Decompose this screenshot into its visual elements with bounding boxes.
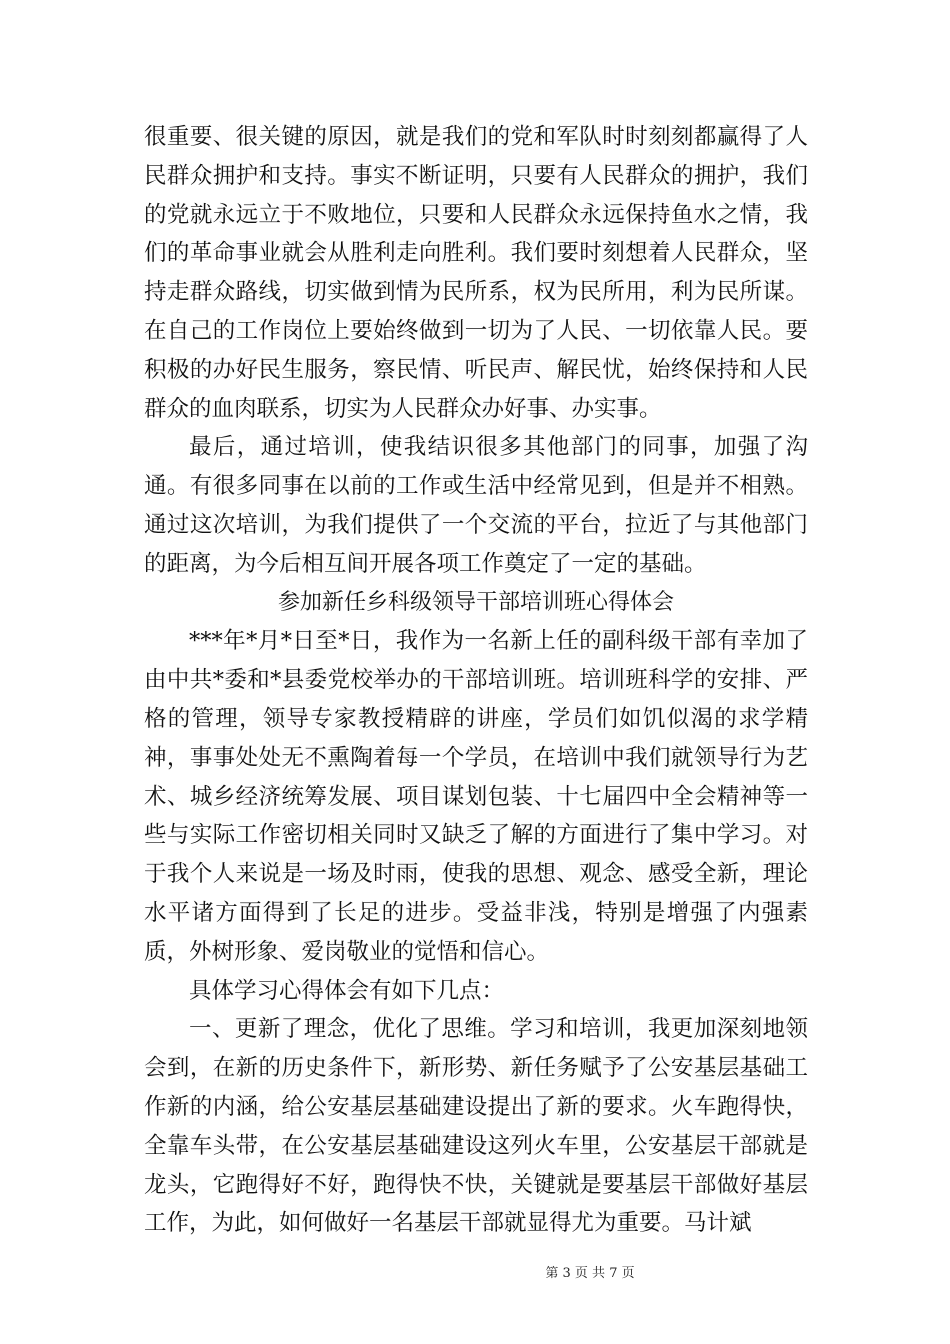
body-paragraph: 具体学习心得体会有如下几点： [189, 977, 505, 1004]
body-paragraph: 最后，通过培训，使我结识很多其他部门的同事，加强了沟通。有很多同事在以前的工作或生活中经常见到，但是并不相熟。通过这次培训，为我们提供了一个交流的平台，拉近了与其他部门的距离，为今后相互间开展各项工作奠定了一定的基础。 [144, 434, 808, 577]
page-footer [0, 1262, 950, 1281]
page-number: 第 3 页 共 7 页 [545, 1266, 635, 1281]
section-heading: 参加新任乡科级领导干部培训班心得体会 [277, 589, 674, 615]
body-paragraph: ***年*月*日至*日，我作为一名新上任的副科级干部有幸加了由中共*委和*县委党校举办的干部培训班。培训班科学的安排、严格的管理，领导专家教授精辟的讲座，学员们如饥似渴的求学精神，事事处处无不熏陶着每一个学员，在培训中我们就领导行为艺术、城乡经济统筹发展、项目谋划包装、十七届四中全会精神等一些与实际工作密切相关同时又缺乏了解的方面进行了集中学习。对于我个人来说是一场及时雨，使我的思想、观念、感受全新，理论水平诸方面得到了长足的进步。受益非浅，特别是增强了内强素质，外树形象、爱岗敬业的觉悟和信心。 [144, 628, 808, 965]
document-body [144, 118, 808, 1243]
body-paragraph: 一、更新了理念，优化了思维。学习和培训，我更加深刻地领会到，在新的历史条件下，新形势、新任务赋予了公安基层基础工作新的内涵，给公安基层基础建设提出了新的要求。火车跑得快，全靠车头带，在公安基层基础建设这列火车里，公安基层干部就是龙头，它跑得好不好，跑得快不快，关键就是要基层干部做好基层工作，为此，如何做好一名基层干部就显得尤为重要。马计斌 [144, 1016, 808, 1237]
body-paragraph: 很重要、很关键的原因，就是我们的党和军队时时刻刻都赢得了人民群众拥护和支持。事实不断证明，只要有人民群众的拥护，我们的党就永远立于不败地位，只要和人民群众永远保持鱼水之情，我们的革命事业就会从胜利走向胜利。我们要时刻想着人民群众，坚持走群众路线，切实做到情为民所系，权为民所用，利为民所谋。在自己的工作岗位上要始终做到一切为了人民、一切依靠人民。要积极的办好民生服务，察民情、听民声、解民忧，始终保持和人民群众的血肉联系，切实为人民群众办好事、办实事。 [144, 124, 808, 422]
